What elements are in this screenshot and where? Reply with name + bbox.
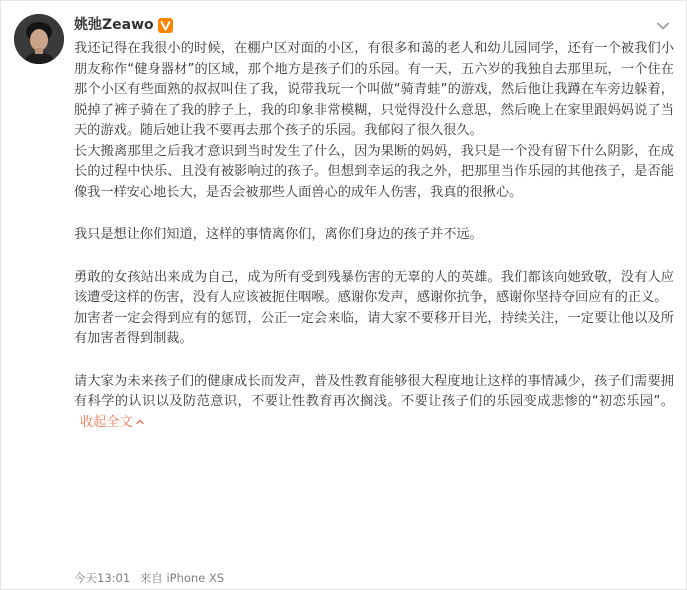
post-body [74,39,674,433]
avatar[interactable] [14,14,64,64]
post-paragraph-4: 勇敢的女孩站出来成为自己，成为所有受到残暴伤害的无辜的人的英雄。我们都该向她致敬，没有人应该遭受这样的伤害，没有人应该被扼住咽喉。感谢你发声，感谢你抗争，感谢你坚持夺回应有的正义。 [74,269,674,305]
chevron-up-icon [135,417,145,427]
post-paragraph-3: 我只是想让你们知道，这样的事情离你们，离你们身边的孩子并不远。 [74,227,483,242]
post-header [74,14,173,36]
post-source-device[interactable]: 来自 iPhone XS [139,571,225,585]
post-paragraph-6-text: 请大家为未来孩子们的健康成长而发声，普及性教育能够很大程度地让这样的事情减少，孩子们需要拥有科学的认识以及防范意识，不要让性教育再次搁浅。不要让孩子们的乐园变成悲惨的“初恋乐园”。 [74,373,674,409]
collapse-full-text-link[interactable] [80,415,145,430]
verified-badge-icon [158,18,173,33]
post-paragraph-1: 我还记得在我很小的时候，在棚户区对面的小区，有很多和蔼的老人和幼儿园同学，还有一个被我们小朋友称作“健身器材”的区域，那个地方是孩子们的乐园。有一天，五六岁的我独自去那里玩，一个住在那个小区有些面熟的叔叔叫住了我，说带我玩一个叫做“骑青蛙”的游戏，然后他让我蹲在车旁边躲着，脱掉了裤子骑在了我的脖子上，我的印象非常模糊，只觉得没什么意思，然后晚上在家里跟妈妈说了当天的游戏。随后她让我不要再去那个孩子的乐园。我郁闷了很久很久。 [74,41,674,138]
post-paragraph-6 [74,372,674,434]
paragraph-spacer [74,350,674,372]
paragraph-spacer [74,246,674,268]
post-paragraph-2: 长大搬离那里之后我才意识到当时发生了什么，因为果断的妈妈，我只是一个没有留下什么阴影，在成长的过程中快乐、且没有被影响过的孩子。但想到幸运的我之外，把那里当作乐园的其他孩子，是否能像我一样安心地长大，是否会被那些人面兽心的成年人伤害，我真的很揪心。 [74,143,674,200]
post-timestamp[interactable]: 今天13:01 [74,571,131,585]
chevron-down-icon[interactable] [654,17,672,35]
collapse-label: 收起全文 [80,414,133,430]
post-meta [74,570,230,586]
username-link[interactable]: 姚弛Zeawo [74,17,154,33]
post-paragraph-5: 加害者一定会得到应有的惩罚，公正一定会来临，请大家不要移开目光，持续关注，一定要让他以及所有加害者得到制裁。 [74,310,674,346]
avatar-portrait-image [14,14,64,64]
paragraph-spacer [74,203,674,225]
